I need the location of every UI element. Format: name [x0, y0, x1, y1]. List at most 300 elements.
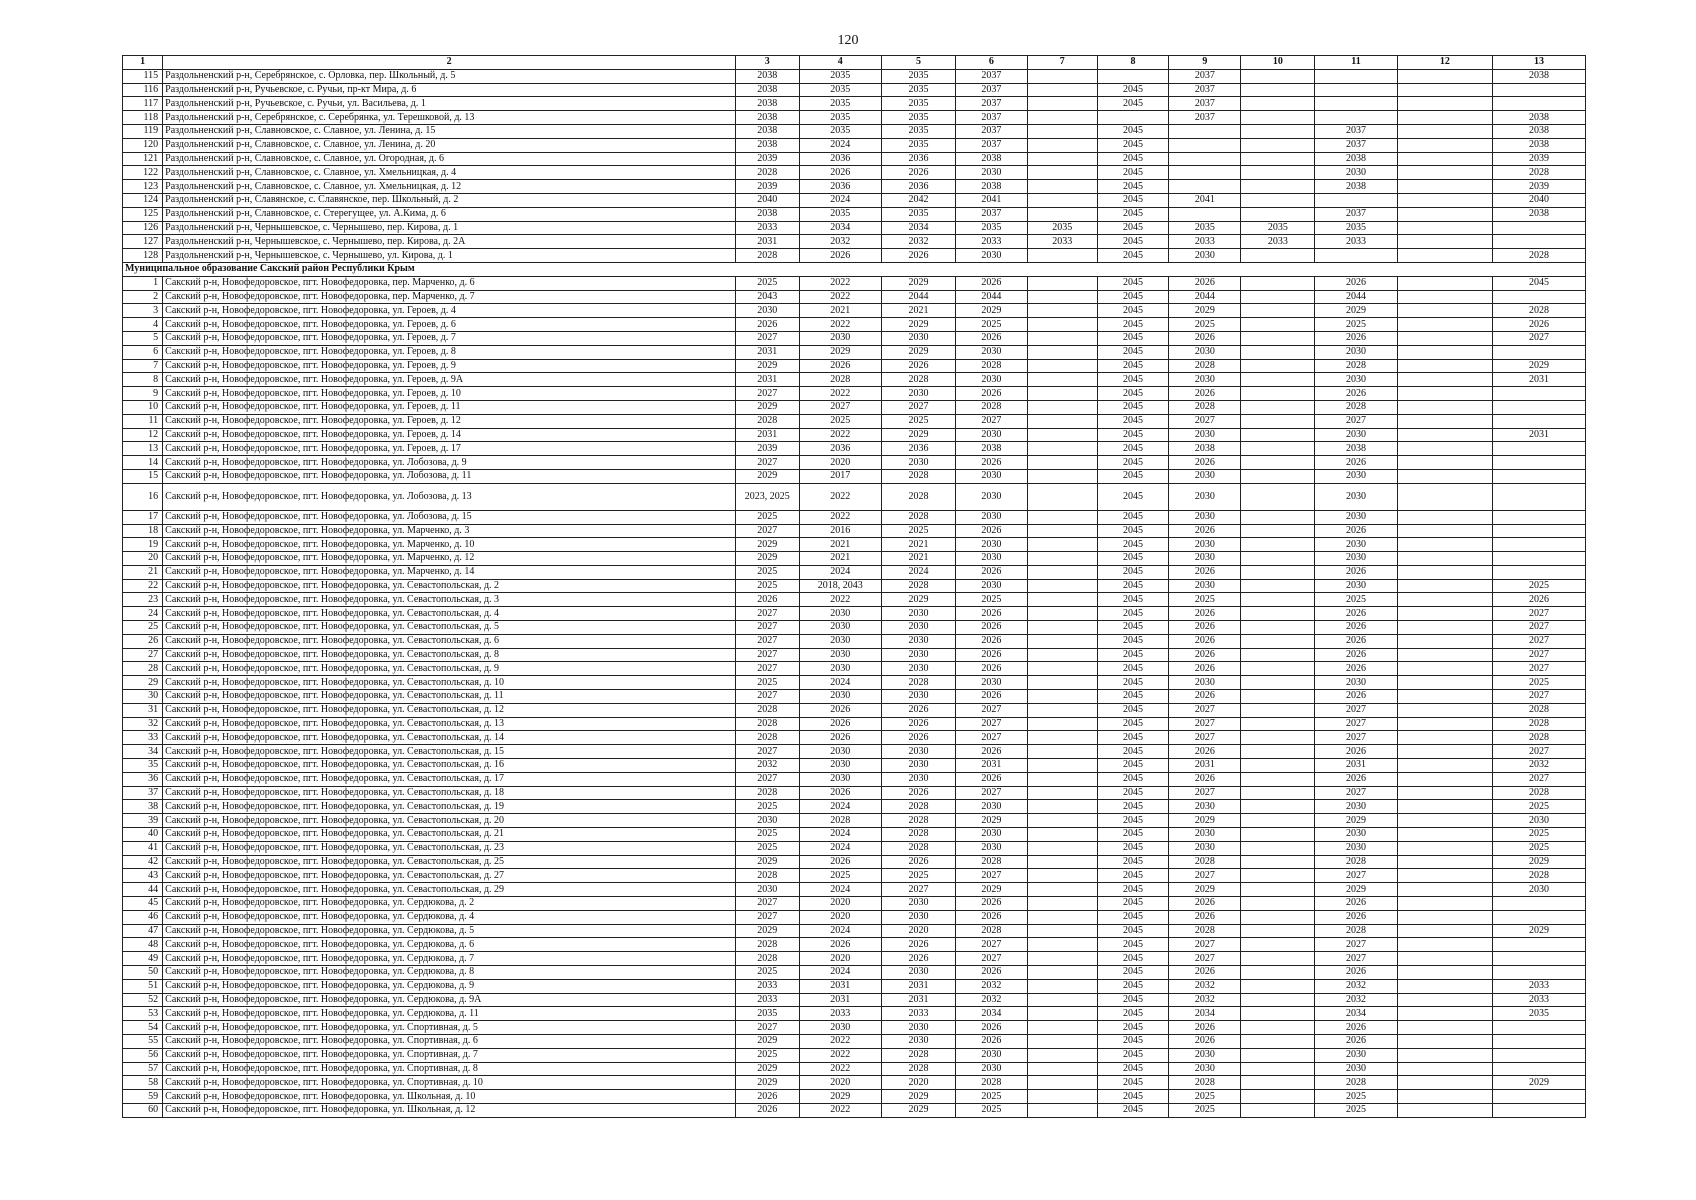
address-cell: Сакский р-н, Новофедоровское, пгт. Новофедоровка, ул. Марченко, д. 14: [163, 565, 736, 579]
year-cell-col-7: [1027, 1021, 1097, 1035]
year-cell-col-10: [1241, 924, 1315, 938]
year-cell-col-4: 2028: [799, 814, 881, 828]
row-number: 42: [123, 855, 163, 869]
year-cell-col-10: [1241, 1021, 1315, 1035]
year-cell-col-13: 2039: [1492, 152, 1585, 166]
year-cell-col-6: 2026: [955, 966, 1027, 980]
year-cell-col-12: [1397, 883, 1492, 897]
year-cell-col-5: 2020: [881, 1076, 955, 1090]
year-cell-col-7: [1027, 979, 1097, 993]
year-cell-col-7: [1027, 593, 1097, 607]
year-cell-col-3: 2038: [736, 207, 799, 221]
year-cell-col-13: [1492, 552, 1585, 566]
table-row: [123, 331, 1586, 345]
year-cell-col-7: [1027, 1103, 1097, 1117]
year-cell-col-3: 2030: [736, 814, 799, 828]
table-row: [123, 138, 1586, 152]
year-cell-col-11: 2029: [1315, 304, 1397, 318]
year-cell-col-5: 2030: [881, 772, 955, 786]
table-row: [123, 897, 1586, 911]
year-cell-col-12: [1397, 235, 1492, 249]
year-cell-col-11: [1315, 193, 1397, 207]
year-cell-col-4: 2020: [799, 952, 881, 966]
year-cell-col-8: 2045: [1097, 1076, 1169, 1090]
year-cell-col-3: 2028: [736, 166, 799, 180]
year-cell-col-4: 2029: [799, 1090, 881, 1104]
year-cell-col-10: [1241, 565, 1315, 579]
year-cell-col-13: 2030: [1492, 814, 1585, 828]
table-row: [123, 1062, 1586, 1076]
year-cell-col-7: [1027, 373, 1097, 387]
year-cell-col-5: 2026: [881, 731, 955, 745]
year-cell-col-4: 2022: [799, 593, 881, 607]
year-cell-col-9: 2030: [1169, 249, 1241, 263]
row-number: 25: [123, 621, 163, 635]
row-number: 20: [123, 552, 163, 566]
table-body: [123, 69, 1586, 1117]
table-row: [123, 593, 1586, 607]
year-cell-col-3: 2026: [736, 1090, 799, 1104]
address-cell: Сакский р-н, Новофедоровское, пгт. Новофедоровка, ул. Севастопольская, д. 8: [163, 648, 736, 662]
year-cell-col-3: 2027: [736, 331, 799, 345]
year-cell-col-12: [1397, 676, 1492, 690]
year-cell-col-4: 2022: [799, 1034, 881, 1048]
year-cell-col-7: [1027, 69, 1097, 83]
year-cell-col-4: 2036: [799, 180, 881, 194]
year-cell-col-7: [1027, 897, 1097, 911]
year-cell-col-12: [1397, 428, 1492, 442]
year-cell-col-11: 2027: [1315, 869, 1397, 883]
year-cell-col-6: 2037: [955, 138, 1027, 152]
year-cell-col-13: 2031: [1492, 373, 1585, 387]
year-cell-col-13: [1492, 97, 1585, 111]
year-cell-col-8: 2045: [1097, 869, 1169, 883]
year-cell-col-10: [1241, 786, 1315, 800]
year-cell-col-13: 2027: [1492, 662, 1585, 676]
address-cell: Сакский р-н, Новофедоровское, пгт. Новофедоровка, ул. Героев, д. 9А: [163, 373, 736, 387]
year-cell-col-9: 2027: [1169, 717, 1241, 731]
year-cell-col-6: 2037: [955, 207, 1027, 221]
year-cell-col-9: 2044: [1169, 290, 1241, 304]
year-cell-col-10: [1241, 579, 1315, 593]
address-cell: Сакский р-н, Новофедоровское, пгт. Новофедоровка, ул. Героев, д. 14: [163, 428, 736, 442]
year-cell-col-12: [1397, 786, 1492, 800]
year-cell-col-9: [1169, 124, 1241, 138]
year-cell-col-13: [1492, 83, 1585, 97]
year-cell-col-7: [1027, 83, 1097, 97]
row-number: 123: [123, 180, 163, 194]
row-number: 121: [123, 152, 163, 166]
year-cell-col-9: 2027: [1169, 703, 1241, 717]
year-cell-col-12: [1397, 1034, 1492, 1048]
year-cell-col-4: 2030: [799, 772, 881, 786]
row-number: 51: [123, 979, 163, 993]
year-cell-col-12: [1397, 387, 1492, 401]
year-cell-col-3: 2038: [736, 97, 799, 111]
year-cell-col-8: 2045: [1097, 456, 1169, 470]
table-row: [123, 772, 1586, 786]
address-cell: Сакский р-н, Новофедоровское, пгт. Новофедоровка, ул. Лобозова, д. 9: [163, 456, 736, 470]
row-number: 9: [123, 387, 163, 401]
year-cell-col-13: 2027: [1492, 331, 1585, 345]
year-cell-col-9: 2032: [1169, 993, 1241, 1007]
table-row: [123, 400, 1586, 414]
year-cell-col-12: [1397, 869, 1492, 883]
table-row: [123, 69, 1586, 83]
year-cell-col-9: 2030: [1169, 469, 1241, 483]
year-cell-col-12: [1397, 814, 1492, 828]
year-cell-col-10: [1241, 662, 1315, 676]
year-cell-col-9: 2027: [1169, 938, 1241, 952]
year-cell-col-13: [1492, 952, 1585, 966]
year-cell-col-4: 2035: [799, 97, 881, 111]
year-cell-col-8: 2045: [1097, 938, 1169, 952]
year-cell-col-3: 2028: [736, 717, 799, 731]
table-row: [123, 759, 1586, 773]
year-cell-col-7: [1027, 249, 1097, 263]
year-cell-col-10: [1241, 745, 1315, 759]
year-cell-col-8: 2045: [1097, 483, 1169, 510]
year-cell-col-4: 2030: [799, 662, 881, 676]
year-cell-col-4: 2024: [799, 800, 881, 814]
year-cell-col-8: 2045: [1097, 979, 1169, 993]
year-cell-col-5: 2042: [881, 193, 955, 207]
year-cell-col-5: 2028: [881, 1062, 955, 1076]
year-cell-col-6: 2028: [955, 924, 1027, 938]
year-cell-col-13: 2028: [1492, 731, 1585, 745]
year-cell-col-11: 2030: [1315, 166, 1397, 180]
address-cell: Сакский р-н, Новофедоровское, пгт. Новофедоровка, ул. Спортивная, д. 10: [163, 1076, 736, 1090]
year-cell-col-8: 2045: [1097, 152, 1169, 166]
table-row: [123, 469, 1586, 483]
year-cell-col-4: 2031: [799, 993, 881, 1007]
year-cell-col-5: 2029: [881, 345, 955, 359]
year-cell-col-7: [1027, 621, 1097, 635]
row-number: 18: [123, 524, 163, 538]
year-cell-col-9: 2034: [1169, 1007, 1241, 1021]
year-cell-col-13: 2029: [1492, 359, 1585, 373]
year-cell-col-3: 2032: [736, 759, 799, 773]
year-cell-col-8: 2045: [1097, 786, 1169, 800]
year-cell-col-10: [1241, 993, 1315, 1007]
table-row: [123, 1034, 1586, 1048]
year-cell-col-7: [1027, 855, 1097, 869]
table-row: [123, 910, 1586, 924]
row-number: 17: [123, 510, 163, 524]
year-cell-col-3: 2027: [736, 910, 799, 924]
year-cell-col-10: [1241, 428, 1315, 442]
year-cell-col-13: [1492, 966, 1585, 980]
year-cell-col-12: [1397, 662, 1492, 676]
year-cell-col-4: 2027: [799, 400, 881, 414]
year-cell-col-8: 2045: [1097, 180, 1169, 194]
year-cell-col-5: 2021: [881, 538, 955, 552]
year-cell-col-4: 2024: [799, 828, 881, 842]
year-cell-col-12: [1397, 373, 1492, 387]
row-number: 118: [123, 111, 163, 125]
year-cell-col-6: 2030: [955, 800, 1027, 814]
address-cell: Сакский р-н, Новофедоровское, пгт. Новофедоровка, ул. Школьная, д. 10: [163, 1090, 736, 1104]
year-cell-col-3: 2030: [736, 883, 799, 897]
row-number: 126: [123, 221, 163, 235]
year-cell-col-10: [1241, 1048, 1315, 1062]
year-cell-col-11: 2027: [1315, 717, 1397, 731]
year-cell-col-7: [1027, 331, 1097, 345]
year-cell-col-5: 2035: [881, 69, 955, 83]
register-table: [122, 55, 1586, 1118]
year-cell-col-13: 2045: [1492, 276, 1585, 290]
year-cell-col-7: [1027, 456, 1097, 470]
year-cell-col-6: 2037: [955, 97, 1027, 111]
year-cell-col-9: 2026: [1169, 772, 1241, 786]
year-cell-col-7: [1027, 97, 1097, 111]
year-cell-col-13: 2029: [1492, 924, 1585, 938]
year-cell-col-9: 2030: [1169, 538, 1241, 552]
year-cell-col-6: 2029: [955, 814, 1027, 828]
year-cell-col-6: 2026: [955, 621, 1027, 635]
year-cell-col-9: 2025: [1169, 318, 1241, 332]
year-cell-col-3: 2028: [736, 731, 799, 745]
year-cell-col-6: 2030: [955, 249, 1027, 263]
table-row: [123, 152, 1586, 166]
year-cell-col-6: 2027: [955, 938, 1027, 952]
year-cell-col-4: 2026: [799, 786, 881, 800]
year-cell-col-11: 2028: [1315, 400, 1397, 414]
year-cell-col-12: [1397, 456, 1492, 470]
year-cell-col-5: 2036: [881, 442, 955, 456]
year-cell-col-6: 2026: [955, 1034, 1027, 1048]
year-cell-col-12: [1397, 579, 1492, 593]
year-cell-col-8: 2045: [1097, 552, 1169, 566]
year-cell-col-9: 2029: [1169, 814, 1241, 828]
year-cell-col-6: 2027: [955, 869, 1027, 883]
table-row: [123, 111, 1586, 125]
year-cell-col-10: [1241, 152, 1315, 166]
row-number: 16: [123, 483, 163, 510]
year-cell-col-5: 2021: [881, 304, 955, 318]
address-cell: Раздольненский р-н, Славновское, с. Славное, ул. Огородная, д. 6: [163, 152, 736, 166]
year-cell-col-4: 2029: [799, 345, 881, 359]
year-cell-col-6: 2037: [955, 69, 1027, 83]
row-number: 30: [123, 690, 163, 704]
address-cell: Сакский р-н, Новофедоровское, пгт. Новофедоровка, ул. Марченко, д. 3: [163, 524, 736, 538]
year-cell-col-10: [1241, 1090, 1315, 1104]
year-cell-col-3: 2039: [736, 180, 799, 194]
address-cell: Сакский р-н, Новофедоровское, пгт. Новофедоровка, ул. Севастопольская, д. 12: [163, 703, 736, 717]
address-cell: Сакский р-н, Новофедоровское, пгт. Новофедоровка, ул. Сердюкова, д. 6: [163, 938, 736, 952]
row-number: 48: [123, 938, 163, 952]
year-cell-col-8: 2045: [1097, 1062, 1169, 1076]
year-cell-col-9: 2028: [1169, 400, 1241, 414]
table-row: [123, 552, 1586, 566]
year-cell-col-7: 2035: [1027, 221, 1097, 235]
year-cell-col-11: 2026: [1315, 276, 1397, 290]
year-cell-col-12: [1397, 593, 1492, 607]
year-cell-col-5: 2025: [881, 869, 955, 883]
year-cell-col-9: 2026: [1169, 634, 1241, 648]
address-cell: Сакский р-н, Новофедоровское, пгт. Новофедоровка, ул. Героев, д. 10: [163, 387, 736, 401]
year-cell-col-9: 2026: [1169, 621, 1241, 635]
year-cell-col-9: 2027: [1169, 869, 1241, 883]
year-cell-col-12: [1397, 97, 1492, 111]
address-cell: Сакский р-н, Новофедоровское, пгт. Новофедоровка, ул. Школьная, д. 12: [163, 1103, 736, 1117]
section-title: Муниципальное образование Сакский район Республики Крым: [123, 262, 1586, 276]
year-cell-col-5: 2030: [881, 456, 955, 470]
year-cell-col-3: 2027: [736, 456, 799, 470]
year-cell-col-6: 2037: [955, 111, 1027, 125]
year-cell-col-10: [1241, 814, 1315, 828]
year-cell-col-11: [1315, 111, 1397, 125]
year-cell-col-3: 2027: [736, 524, 799, 538]
year-cell-col-11: 2038: [1315, 442, 1397, 456]
year-cell-col-10: [1241, 703, 1315, 717]
row-number: 21: [123, 565, 163, 579]
year-cell-col-5: 2025: [881, 414, 955, 428]
year-cell-col-12: [1397, 924, 1492, 938]
year-cell-col-6: 2026: [955, 634, 1027, 648]
year-cell-col-11: 2038: [1315, 180, 1397, 194]
year-cell-col-3: 2028: [736, 249, 799, 263]
address-cell: Раздольненский р-н, Серебрянское, с. Орловка, пер. Школьный, д. 5: [163, 69, 736, 83]
year-cell-col-9: 2026: [1169, 456, 1241, 470]
year-cell-col-6: 2026: [955, 1021, 1027, 1035]
row-number: 52: [123, 993, 163, 1007]
table-row: [123, 662, 1586, 676]
year-cell-col-4: 2017: [799, 469, 881, 483]
year-cell-col-7: [1027, 538, 1097, 552]
year-cell-col-10: [1241, 772, 1315, 786]
table-row: [123, 634, 1586, 648]
year-cell-col-10: [1241, 207, 1315, 221]
year-cell-col-8: 2045: [1097, 855, 1169, 869]
year-cell-col-11: 2027: [1315, 414, 1397, 428]
year-cell-col-4: 2030: [799, 331, 881, 345]
year-cell-col-9: 2026: [1169, 897, 1241, 911]
year-cell-col-7: [1027, 731, 1097, 745]
year-cell-col-5: 2033: [881, 1007, 955, 1021]
year-cell-col-13: 2038: [1492, 207, 1585, 221]
address-cell: Сакский р-н, Новофедоровское, пгт. Новофедоровка, пер. Марченко, д. 6: [163, 276, 736, 290]
year-cell-col-12: [1397, 1007, 1492, 1021]
year-cell-col-6: 2029: [955, 304, 1027, 318]
year-cell-col-9: 2029: [1169, 304, 1241, 318]
year-cell-col-11: 2027: [1315, 938, 1397, 952]
year-cell-col-9: 2026: [1169, 387, 1241, 401]
year-cell-col-10: [1241, 249, 1315, 263]
year-cell-col-3: 2027: [736, 690, 799, 704]
address-cell: Сакский р-н, Новофедоровское, пгт. Новофедоровка, ул. Марченко, д. 12: [163, 552, 736, 566]
year-cell-col-12: [1397, 828, 1492, 842]
year-cell-col-3: 2027: [736, 648, 799, 662]
year-cell-col-4: 2026: [799, 717, 881, 731]
year-cell-col-7: [1027, 966, 1097, 980]
year-cell-col-3: 2029: [736, 924, 799, 938]
row-number: 115: [123, 69, 163, 83]
year-cell-col-4: 2024: [799, 924, 881, 938]
year-cell-col-5: 2028: [881, 510, 955, 524]
year-cell-col-8: 2045: [1097, 883, 1169, 897]
year-cell-col-13: 2025: [1492, 676, 1585, 690]
year-cell-col-3: 2023, 2025: [736, 483, 799, 510]
year-cell-col-5: 2028: [881, 676, 955, 690]
year-cell-col-8: 2045: [1097, 690, 1169, 704]
year-cell-col-3: 2028: [736, 869, 799, 883]
year-cell-col-10: [1241, 469, 1315, 483]
year-cell-col-8: 2045: [1097, 814, 1169, 828]
year-cell-col-4: 2026: [799, 855, 881, 869]
year-cell-col-6: 2028: [955, 400, 1027, 414]
year-cell-col-11: 2034: [1315, 1007, 1397, 1021]
year-cell-col-13: [1492, 469, 1585, 483]
year-cell-col-9: 2030: [1169, 552, 1241, 566]
address-cell: Сакский р-н, Новофедоровское, пгт. Новофедоровка, ул. Сердюкова, д. 7: [163, 952, 736, 966]
year-cell-col-4: 2022: [799, 428, 881, 442]
year-cell-col-12: [1397, 979, 1492, 993]
year-cell-col-7: [1027, 952, 1097, 966]
address-cell: Сакский р-н, Новофедоровское, пгт. Новофедоровка, ул. Сердюкова, д. 11: [163, 1007, 736, 1021]
year-cell-col-8: 2045: [1097, 648, 1169, 662]
year-cell-col-6: 2032: [955, 979, 1027, 993]
year-cell-col-13: [1492, 510, 1585, 524]
year-cell-col-8: 2045: [1097, 731, 1169, 745]
year-cell-col-5: 2028: [881, 1048, 955, 1062]
year-cell-col-13: 2028: [1492, 869, 1585, 883]
year-cell-col-13: 2026: [1492, 318, 1585, 332]
year-cell-col-5: 2030: [881, 621, 955, 635]
column-header-4: 4: [799, 56, 881, 70]
row-number: 127: [123, 235, 163, 249]
year-cell-col-12: [1397, 966, 1492, 980]
year-cell-col-6: 2030: [955, 828, 1027, 842]
address-cell: Сакский р-н, Новофедоровское, пгт. Новофедоровка, ул. Лобозова, д. 11: [163, 469, 736, 483]
year-cell-col-3: 2038: [736, 138, 799, 152]
year-cell-col-12: [1397, 249, 1492, 263]
year-cell-col-3: 2033: [736, 993, 799, 1007]
year-cell-col-9: 2026: [1169, 524, 1241, 538]
row-number: 43: [123, 869, 163, 883]
year-cell-col-9: 2028: [1169, 1076, 1241, 1090]
year-cell-col-10: 2035: [1241, 221, 1315, 235]
year-cell-col-8: 2045: [1097, 442, 1169, 456]
year-cell-col-6: 2041: [955, 193, 1027, 207]
column-header-1: 1: [123, 56, 163, 70]
table-row: [123, 276, 1586, 290]
address-cell: Сакский р-н, Новофедоровское, пгт. Новофедоровка, ул. Сердюкова, д. 9: [163, 979, 736, 993]
year-cell-col-5: 2028: [881, 483, 955, 510]
table-row: [123, 883, 1586, 897]
year-cell-col-3: 2027: [736, 387, 799, 401]
year-cell-col-10: [1241, 193, 1315, 207]
address-cell: Сакский р-н, Новофедоровское, пгт. Новофедоровка, ул. Севастопольская, д. 6: [163, 634, 736, 648]
year-cell-col-11: 2030: [1315, 1062, 1397, 1076]
year-cell-col-8: 2045: [1097, 524, 1169, 538]
table-row: [123, 1076, 1586, 1090]
year-cell-col-10: [1241, 483, 1315, 510]
year-cell-col-11: 2026: [1315, 1021, 1397, 1035]
row-number: 119: [123, 124, 163, 138]
year-cell-col-4: 2035: [799, 69, 881, 83]
table-row: [123, 621, 1586, 635]
year-cell-col-9: 2035: [1169, 221, 1241, 235]
year-cell-col-5: 2030: [881, 897, 955, 911]
year-cell-col-4: 2020: [799, 456, 881, 470]
year-cell-col-9: 2027: [1169, 952, 1241, 966]
year-cell-col-11: 2032: [1315, 993, 1397, 1007]
year-cell-col-13: 2028: [1492, 249, 1585, 263]
year-cell-col-3: 2025: [736, 828, 799, 842]
row-number: 33: [123, 731, 163, 745]
year-cell-col-3: 2038: [736, 124, 799, 138]
